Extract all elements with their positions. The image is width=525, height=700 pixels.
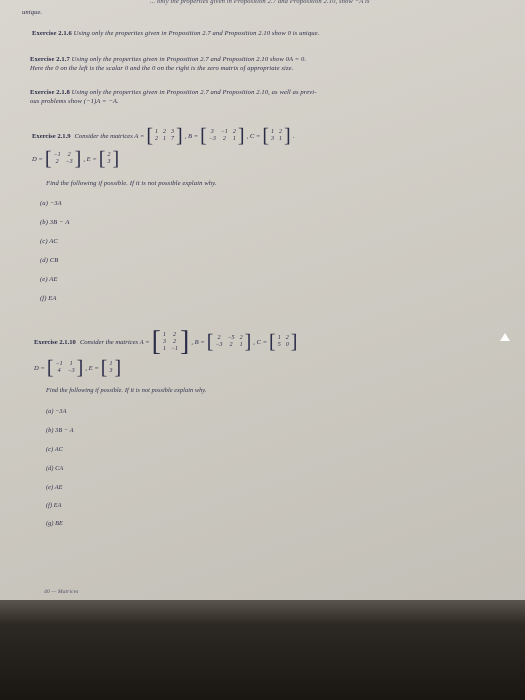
exercise-label: Exercise 2.1.9 <box>32 132 71 140</box>
exercise-2-1-9-matrices-row1: Exercise 2.1.9 Consider the matrices A = [ 1 2 3 2 1 7 ] , B = [ 3 −1 2 −3 2 1 ] , C = [ 1 2 3 1 ] . <box>32 125 295 147</box>
header-fragment: ... only the properties given in Proposition 2.7 and Proposition 2.10, show −A is <box>150 0 370 5</box>
part-item: (b) 3B − A <box>40 219 70 226</box>
part-item: (b) 3B − A <box>46 427 74 434</box>
exercise-text: Using only the properties given in Proposition 2.7 and Proposition 2.10, as well as previ- <box>71 89 317 96</box>
part-item: (f) EA <box>46 502 62 509</box>
exercise-2-1-9-find: Find the following if possible. If it is not possible explain why. <box>46 180 217 187</box>
part-item: (e) AE <box>46 484 63 491</box>
exercise-2-1-10-matrices-row1: Exercise 2.1.10 Consider the matrices A = [ 1 2 3 2 1 −1 ] , B = [ 2 −5 2 −3 2 1 ] , C = [ 1 2 5 0 ] <box>34 326 298 357</box>
mouse-cursor-icon <box>500 333 510 341</box>
matrix-a: 1 2 3 2 1 −1 <box>162 331 178 352</box>
matrix-d-label: D = <box>34 364 45 372</box>
matrix-d-label: D = <box>32 155 43 163</box>
exercise-2-1-10-find: Find the following if possible. If it is not possible explain why. <box>46 387 207 394</box>
exercise-2-1-8-line2: ous problems show (−1)A = −A. <box>30 98 119 105</box>
exercise-text: Using only the properties given in Proposition 2.7 and Proposition 2.10 show 0 is unique. <box>73 30 320 37</box>
exercise-2-1-9-matrices-row2: D = [ −1 2 2 −3 ] , E = [ 2 3 ] <box>32 148 120 170</box>
exercise-2-1-7-line2: Here the 0 on the left is the scalar 0 and the 0 on the right is the zero matrix of appropriate size. <box>30 65 294 72</box>
part-item: (f) EA <box>40 295 57 302</box>
matrix-b: 3 −1 2 −3 2 1 <box>208 129 236 142</box>
exercise-label: Exercise 2.1.7 <box>30 56 70 63</box>
matrix-c: 1 2 3 1 <box>271 129 283 142</box>
exercise-2-1-8 <box>30 89 317 97</box>
page-footer: 40 — Matrices <box>44 589 79 595</box>
part-item: (a) −3A <box>46 408 67 415</box>
exercise-label: Exercise 2.1.8 <box>30 89 70 96</box>
matrix-c-label: , C = <box>253 338 268 346</box>
matrix-e-label: , E = <box>85 364 99 372</box>
exercise-text: Using only the properties given in Proposition 2.7 and Proposition 2.10 show 0A = 0. <box>71 56 307 63</box>
exercise-2-1-7 <box>30 56 306 64</box>
part-item: (a) −3A <box>40 200 62 207</box>
matrix-e-label: , E = <box>83 155 97 163</box>
part-item: (d) CA <box>46 465 64 472</box>
matrix-d: −1 1 4 −3 <box>55 361 75 374</box>
part-item: (c) AC <box>46 446 63 453</box>
matrix-intro: Consider the matrices A = <box>74 132 145 140</box>
matrix-d: −1 2 2 −3 <box>53 152 73 165</box>
matrix-e: 1 3 <box>109 361 113 374</box>
matrix-c-label: , C = <box>246 132 261 140</box>
part-item: (c) AC <box>40 238 58 245</box>
part-item: (d) CB <box>40 257 59 264</box>
matrix-b: 2 −5 2 −3 2 1 <box>215 335 243 348</box>
exercise-2-1-6 <box>32 30 319 38</box>
matrix-c: 1 2 5 0 <box>277 335 289 348</box>
dark-background <box>0 600 525 700</box>
exercise-label: Exercise 2.1.6 <box>32 30 72 37</box>
matrix-e: 2 3 <box>107 152 111 165</box>
matrix-intro: Consider the matrices A = <box>79 338 150 346</box>
part-item: (e) AE <box>40 276 58 283</box>
header-unique: unique. <box>22 9 43 16</box>
exercise-label: Exercise 2.1.10 <box>34 338 76 346</box>
matrix-b-label: , B = <box>184 132 199 140</box>
exercise-2-1-10-matrices-row2: D = [ −1 1 4 −3 ] , E = [ 1 3 ] <box>34 357 122 379</box>
matrix-a: 1 2 3 2 1 7 <box>154 129 174 142</box>
part-item: (g) BE <box>46 520 63 527</box>
matrix-b-label: , B = <box>191 338 205 346</box>
